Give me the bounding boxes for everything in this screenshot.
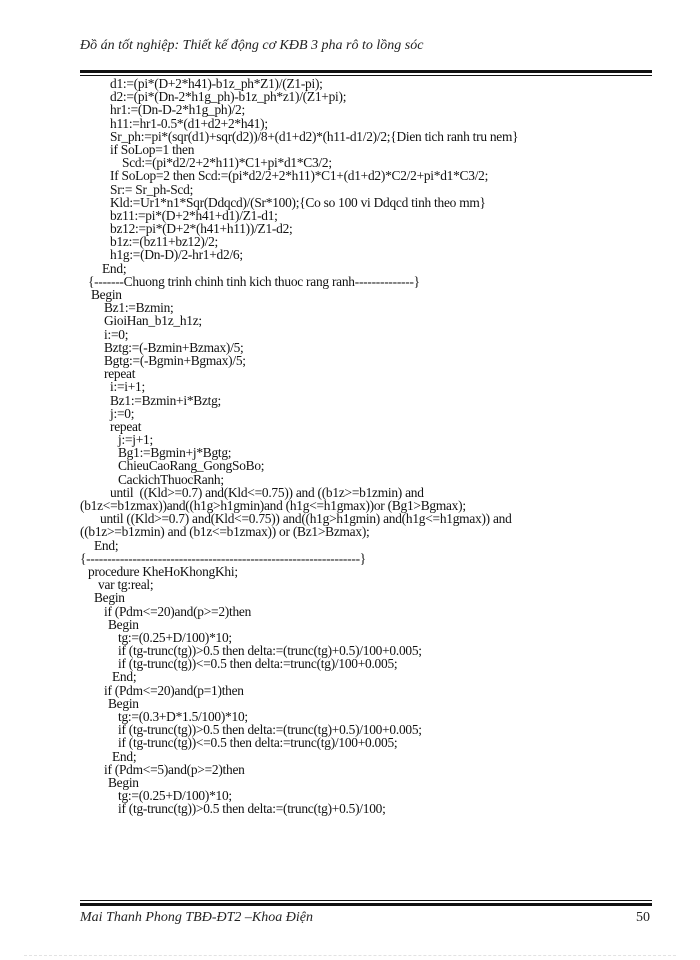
footer-author: Mai Thanh Phong TBĐ-ĐT2 –Khoa Điện [80, 910, 313, 925]
code-line: Sr_ph:=pi*(sqr(d1)+sqr(d2))/8+(d1+d2)*(h11-d1/2)/2;{Dien tich ranh tru nem} [110, 128, 519, 144]
code-line: d2:=(pi*(Dn-2*h1g_ph)-b1z_ph*z1)/(Z1+pi); [110, 89, 347, 105]
code-line: hr1:=(Dn-D-2*h1g_ph)/2; [110, 102, 245, 118]
code-line: if (tg-trunc(tg))<=0.5 then delta:=trunc(tg)/100+0.005; [118, 735, 398, 751]
code-line: until ((Kld>=0.7) and(Kld<=0.75)) and((h1g>h1gmin) and(h1g<=h1gmax)) and [100, 511, 512, 527]
code-line: h1g:=(Dn-D)/2-hr1+d2/6; [110, 247, 243, 263]
code-line: i:=i+1; [110, 379, 145, 395]
code-line: d1:=(pi*(D+2*h41)-b1z_ph*Z1)/(Z1-pi); [110, 76, 323, 91]
page-header-title: Đồ án tốt nghiệp: Thiết kế động cơ KĐB 3 pha rô to lồng sóc [80, 38, 424, 53]
code-line: if (tg-trunc(tg))>0.5 then delta:=(trunc(tg)+0.5)/100+0.005; [118, 722, 422, 738]
code-line: GioiHan_b1z_h1z; [104, 313, 202, 329]
page-number: 50 [636, 910, 650, 925]
code-line: if SoLop=1 then [110, 141, 195, 157]
code-line: ChieuCaoRang_GongSoBo; [118, 458, 265, 474]
code-line: Sr:= Sr_ph-Scd; [110, 181, 194, 197]
code-line: repeat [110, 418, 142, 434]
code-line: Begin [94, 590, 125, 606]
code-line: Begin [108, 616, 139, 632]
code-line: tg:=(0.25+D/100)*10; [118, 788, 232, 804]
code-line: tg:=(0.3+D*1.5/100)*10; [118, 709, 248, 724]
code-line: End; [102, 260, 127, 276]
code-line: {-----------------------------------------------------------------} [80, 550, 366, 566]
code-line: b1z:=(bz11+bz12)/2; [110, 234, 219, 250]
code-line: if (Pdm<=20)and(p>=2)then [104, 603, 252, 619]
code-line: Bz1:=Bzmin; [104, 300, 174, 316]
code-line: {-------Chuong trinh chinh tinh kich thuoc rang ranh--------------} [88, 273, 420, 289]
code-line: If SoLop=2 then Scd:=(pi*d2/2+2*h11)*C1+(d1+d2)*C2/2+pi*d1*C3/2; [110, 168, 489, 184]
code-line: Begin [108, 695, 139, 711]
code-line: j:=0; [110, 405, 135, 421]
code-line: Kld:=Ur1*n1*Sqr(Ddqcd)/(Sr*100);{Co so 100 vi Ddqcd tinh theo mm} [110, 194, 486, 210]
code-line: Scd:=(pi*d2/2+2*h11)*C1+pi*d1*C3/2; [122, 155, 332, 171]
code-line: i:=0; [104, 326, 129, 342]
code-line: repeat [104, 366, 136, 382]
code-line: bz11:=pi*(D+2*h41+d1)/Z1-d1; [110, 207, 278, 223]
footer-rule-thin [80, 900, 652, 901]
code-line: if (Pdm<=5)and(p>=2)then [104, 761, 245, 777]
page-edge-divider [24, 955, 676, 956]
code-line: tg:=(0.25+D/100)*10; [118, 629, 232, 645]
code-line: Begin [108, 774, 139, 790]
code-line: h11:=hr1-0.5*(d1+d2+2*h41); [110, 115, 268, 131]
code-line: CackichThuocRanh; [118, 471, 224, 487]
code-line: if (tg-trunc(tg))<=0.5 then delta:=trunc(tg)/100+0.005; [118, 656, 398, 672]
code-line: Bg1:=Bgmin+j*Bgtg; [118, 445, 232, 461]
code-line: (b1z<=b1zmax))and((h1g>h1gmin)and (h1g<=h1gmax))or (Bg1>Bgmax); [80, 498, 466, 513]
code-line: End; [112, 748, 137, 764]
code-line: var tg:real; [98, 577, 154, 593]
code-line: procedure KheHoKhongKhi; [88, 563, 238, 579]
code-line: Begin [91, 287, 122, 302]
code-line: if (tg-trunc(tg))>0.5 then delta:=(trunc(tg)+0.5)/100+0.005; [118, 643, 422, 659]
footer-rule-thick [80, 903, 652, 906]
code-line: Bgtg:=(-Bgmin+Bgmax)/5; [104, 352, 246, 368]
code-line: End; [112, 669, 137, 685]
code-line: Bztg:=(-Bzmin+Bzmax)/5; [104, 339, 244, 355]
code-line: if (Pdm<=20)and(p=1)then [104, 682, 244, 698]
code-line: bz12:=pi*(D+2*(h41+h11))/Z1-d2; [110, 221, 293, 237]
code-listing [80, 77, 652, 816]
code-line: until ((Kld>=0.7) and(Kld<=0.75)) and ((b1z>=b1zmin) and [110, 484, 424, 500]
code-line: ((b1z>=b1zmin) and (b1z<=b1zmax)) or (Bz1>Bzmax); [80, 524, 370, 540]
code-line: Bz1:=Bzmin+i*Bztg; [110, 392, 222, 408]
header-rule-thick [80, 70, 652, 73]
code-line: j:=j+1; [118, 432, 153, 448]
code-line: End; [94, 537, 119, 553]
code-line: if (tg-trunc(tg))>0.5 then delta:=(trunc(tg)+0.5)/100; [118, 801, 386, 817]
